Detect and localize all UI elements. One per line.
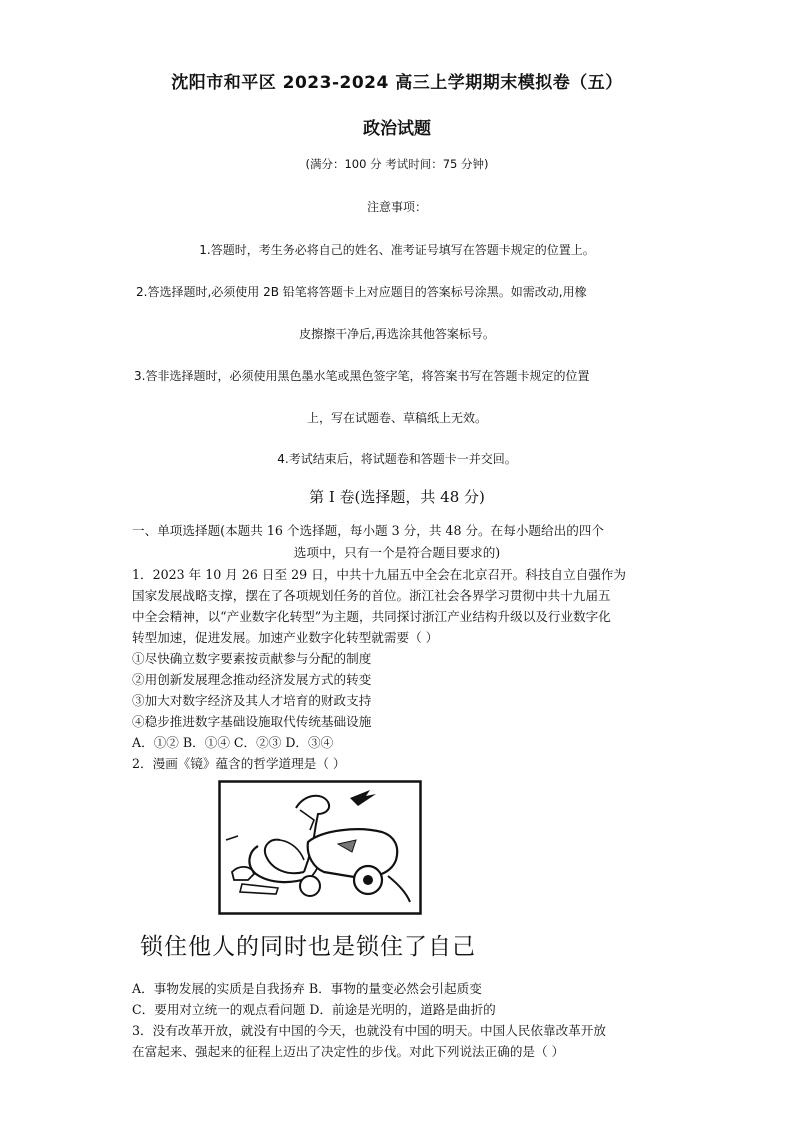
q1-options: A．①② B．①④ C．②③ D．③④ [132,735,334,750]
notice-item: 1.答题时，考生务必将自己的姓名、准考证号填写在答题卡规定的位置上。 [199,243,595,257]
section-instructions: 一、单项选择题(本题共 16 个选择题，每小题 3 分，共 48 分。在每小题给出的四个 [132,523,604,538]
section-title: 第 Ⅰ 卷(选择题，共 48 分) [309,488,485,506]
q3-stem: 在富起来、强起来的征程上迈出了决定性的步伐。对此下列说法正确的是（ ） [132,1044,565,1059]
subject-title: 政治试题 [363,119,431,139]
q1-statement: ②用创新发展理念推动经济发展方式的转变 [132,672,372,687]
section-instructions: 选项中，只有一个是符合题目要求的) [293,545,501,560]
q1-stem: 转型加速，促进发展。加速产业数字化转型就需要（ ） [132,630,439,645]
exam-title: 沈阳市和平区 2023-2024 高三上学期期末模拟卷（五） [171,73,623,93]
q1-stem: 国家发展战略支撑，摆在了各项规划任务的首位。浙江社会各界学习贯彻中共十九届五 [132,588,611,603]
cartoon-image [218,780,422,915]
q1-statement: ④稳步推进数字基础设施取代传统基础设施 [132,714,372,729]
exam-info: (满分：100 分 考试时间：75 分钟) [305,157,489,171]
notice-item: 上，写在试题卷、草稿纸上无效。 [306,411,487,425]
q2-stem: 2．漫画《镜》蕴含的哲学道理是（ ） [132,756,346,771]
q3-stem: 3．没有改革开放，就没有中国的今天，也就没有中国的明天。中国人民依靠改革开放 [132,1023,606,1038]
q1-stem: 中全会精神，以“产业数字化转型”为主题，共同探讨浙江产业结构升级以及行业数字化 [132,609,611,624]
q2-options: C．要用对立统一的观点看问题 D．前途是光明的，道路是曲折的 [132,1002,496,1017]
notice-item: 皮擦擦干净后,再选涂其他答案标号。 [299,327,495,341]
q1-stem: 1．2023 年 10 月 26 日至 29 日，中共十九届五中全会在北京召开。科技自立自强作为 [132,567,626,582]
cartoon-caption: 锁住他人的同时也是锁住了自己 [140,934,476,960]
notice-item: 4.考试结束后，将试题卷和答题卡一并交回。 [277,452,517,466]
notice-heading: 注意事项： [366,200,427,214]
q2-options: A．事物发展的实质是自我扬弃 B．事物的量变必然会引起质变 [132,981,482,996]
notice-item: 3.答非选择题时，必须使用黑色墨水笔或黑色签字笔，将答案书写在答题卡规定的位置 [134,369,590,383]
q1-statement: ①尽快确立数字要素按贡献参与分配的制度 [132,651,372,666]
notice-item: 2.答选择题时,必须使用 2B 铅笔将答题卡上对应题目的答案标号涂黑。如需改动,用橡 [136,285,587,299]
q1-statement: ③加大对数字经济及其人才培育的财政支持 [132,693,372,708]
